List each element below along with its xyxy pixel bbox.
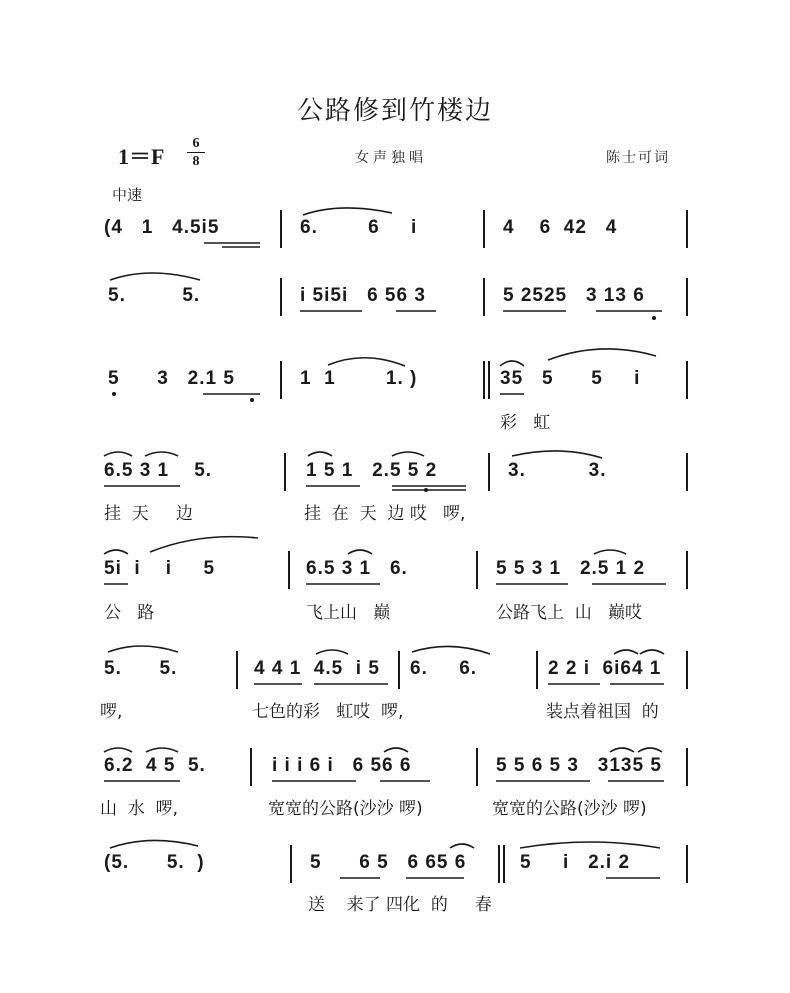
barline: [280, 210, 282, 248]
row6-measure2: 4 4 1 4.5 i 5: [254, 658, 380, 679]
barline: [284, 453, 286, 491]
double-barline: [503, 845, 505, 883]
performer-label: 女声独唱: [355, 150, 427, 166]
slur: [110, 273, 200, 280]
barline: [398, 651, 400, 689]
tempo-marking: 中速: [112, 186, 143, 204]
row5-lyrics-a: 公 路: [104, 603, 155, 623]
row1-measure1: (4 1 4.5i5: [104, 217, 220, 238]
row7-lyrics-a: 山 水 啰,: [100, 799, 179, 819]
barline: [290, 845, 292, 883]
row4-measure1: 6.5 3 1 5.: [104, 460, 213, 481]
row4-measure2: 1 5 1 2.5 5 2: [306, 460, 438, 481]
song-title: 公路修到竹楼边: [296, 96, 493, 126]
time-signature: [187, 135, 205, 170]
slur: [500, 361, 524, 366]
barline: [686, 845, 688, 883]
slur: [594, 550, 626, 554]
key-signature: 1＝F: [118, 144, 165, 169]
slur: [610, 748, 634, 752]
slur: [512, 451, 602, 458]
slur: [104, 550, 128, 554]
slur: [104, 748, 132, 752]
slur: [108, 646, 178, 652]
row2-measure1: 5. 5.: [108, 285, 201, 306]
barline: [476, 551, 478, 589]
barline: [476, 748, 478, 786]
time-numerator: 6: [187, 135, 205, 153]
row5-lyrics-b: 飞上山 巅: [306, 603, 391, 623]
slur: [520, 842, 660, 848]
row8-measure2: 5 6 5 6 65 6: [310, 852, 467, 873]
barline: [536, 651, 538, 689]
row7-measure3: 5 5 6 5 3 3135 5: [496, 755, 662, 776]
double-barline: [488, 361, 490, 399]
row6-lyrics-a: 啰,: [100, 702, 123, 722]
row3-measure3: 35 5 5 i: [500, 368, 641, 389]
barline: [236, 651, 238, 689]
slur: [328, 358, 405, 366]
barline: [280, 361, 282, 399]
row2-measure3: 5 2525 3 13 6: [503, 285, 645, 306]
row1-measure2: 6. 6 i: [300, 217, 418, 238]
row8-lyrics: 送 来了 四化 的 春: [308, 895, 492, 915]
slur: [548, 349, 656, 360]
row5-measure3: 5 5 3 1 2.5 1 2: [496, 558, 646, 579]
slur: [145, 452, 178, 456]
row2-measure2: i 5i5i 6 56 3: [300, 285, 426, 306]
row7-measure2: i i i 6 i 6 56 6: [272, 755, 412, 776]
slur: [303, 208, 392, 215]
barline: [686, 651, 688, 689]
row7-measure1: 6.2 4 5 5.: [104, 755, 206, 776]
barline: [686, 210, 688, 248]
barline: [483, 210, 485, 248]
slur: [412, 646, 490, 654]
slur: [104, 452, 132, 456]
lyricist-credit: 陈士可词: [606, 150, 670, 166]
slur: [308, 452, 332, 456]
barline: [488, 453, 490, 491]
row6-measure1: 5. 5.: [104, 658, 178, 679]
row3-lyrics: 彩 虹: [500, 413, 551, 433]
barline: [250, 748, 252, 786]
row4-lyrics-a: 挂 天 边: [104, 504, 193, 524]
row5-lyrics-c: 公路飞上 山 巅哎: [496, 603, 643, 623]
row7-lyrics-c: 宽宽的公路(沙沙 啰): [492, 799, 647, 819]
double-barline: [498, 845, 500, 883]
row7-lyrics-b: 宽宽的公路(沙沙 啰): [268, 799, 423, 819]
row8-measure3: 5 i 2.i 2: [520, 852, 631, 873]
row3-measure2: 1 1 1. ): [300, 368, 418, 389]
slur: [450, 844, 474, 848]
slur: [146, 748, 178, 752]
row3-measure1: 5 3 2.1 5: [108, 368, 235, 389]
slur: [638, 748, 662, 752]
barline: [686, 361, 688, 399]
slur: [640, 650, 664, 654]
row6-lyrics-b: 七色的彩 虹哎 啰,: [252, 702, 404, 722]
slur: [384, 748, 408, 752]
barline: [280, 278, 282, 316]
row4-measure3: 3. 3.: [508, 460, 607, 481]
time-denominator: 8: [192, 154, 200, 169]
barline: [686, 551, 688, 589]
row6-measure3: 6. 6.: [410, 658, 478, 679]
row5-measure2: 6.5 3 1 6.: [306, 558, 408, 579]
double-barline: [483, 361, 485, 399]
slur: [614, 650, 638, 654]
barline: [686, 453, 688, 491]
slur: [110, 840, 198, 848]
row1-measure3: 4 6 42 4: [503, 217, 618, 238]
slur: [392, 452, 424, 456]
row6-measure4: 2 2 i 6i64 1: [548, 658, 662, 679]
slur: [316, 650, 348, 654]
barline: [288, 551, 290, 589]
barline: [483, 278, 485, 316]
row8-measure1: (5. 5. ): [104, 852, 205, 873]
slur: [150, 537, 258, 552]
row5-measure1: 5i i i 5: [104, 558, 216, 579]
barline: [686, 748, 688, 786]
row6-lyrics-c: 装点着祖国 的: [546, 702, 659, 722]
slur: [348, 550, 372, 554]
row4-lyrics-b: 挂 在 天 边 哎 啰,: [304, 504, 466, 524]
barline: [686, 278, 688, 316]
